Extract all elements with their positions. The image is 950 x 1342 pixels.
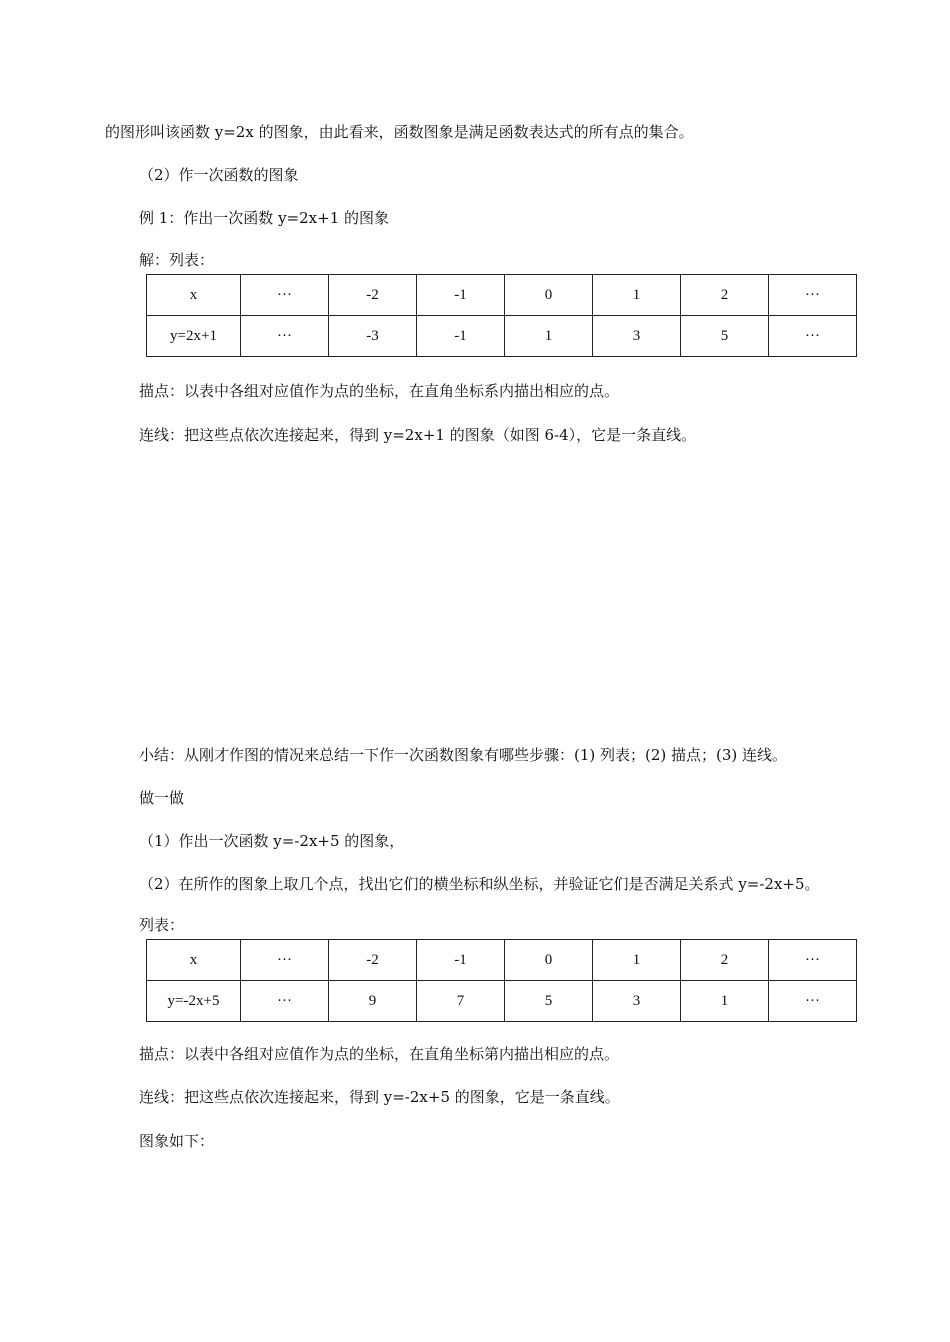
table-cell: -1 xyxy=(417,940,505,981)
table-cell: x xyxy=(147,275,241,316)
table-cell: y=-2x+5 xyxy=(147,981,241,1022)
table-cell: ··· xyxy=(241,275,329,316)
table-row xyxy=(147,316,857,357)
table-cell: 2 xyxy=(681,275,769,316)
table-cell: 1 xyxy=(681,981,769,1022)
summary-paragraph: 小结：从刚才作图的情况来总结一下作一次函数图象有哪些步骤：(1) 列表；(2) 描点；(3) 连线。 xyxy=(139,746,788,764)
table-cell: -2 xyxy=(329,940,417,981)
table-cell: 1 xyxy=(593,940,681,981)
table-row xyxy=(147,275,857,316)
table-cell: x xyxy=(147,940,241,981)
table-cell: ··· xyxy=(241,316,329,357)
table-cell: ··· xyxy=(769,981,857,1022)
table-cell: 1 xyxy=(505,316,593,357)
table-cell: -2 xyxy=(329,275,417,316)
table-cell: 0 xyxy=(505,940,593,981)
table-cell: ··· xyxy=(769,316,857,357)
section-heading-linear-graph: （2）作一次函数的图象 xyxy=(139,166,299,184)
connect-line-step: 连线：把这些点依次连接起来，得到 y=2x+1 的图象（如图 6-4），它是一条直线。 xyxy=(139,426,697,444)
table-row xyxy=(147,940,857,981)
value-table-2 xyxy=(146,939,857,1022)
table-cell: y=2x+1 xyxy=(147,316,241,357)
exercise-plot-points-step: 描点：以表中各组对应值作为点的坐标，在直角坐标第内描出相应的点。 xyxy=(139,1045,620,1063)
table-cell: 1 xyxy=(593,275,681,316)
example-1-prompt: 例 1：作出一次函数 y=2x+1 的图象 xyxy=(139,209,390,227)
table-cell: ··· xyxy=(769,940,857,981)
graph-intro-label: 图象如下： xyxy=(139,1132,215,1150)
table-cell: 2 xyxy=(681,940,769,981)
table-cell: -1 xyxy=(417,275,505,316)
plot-points-step: 描点：以表中各组对应值作为点的坐标，在直角坐标系内描出相应的点。 xyxy=(139,382,620,400)
table-cell: ··· xyxy=(241,981,329,1022)
table-cell: ··· xyxy=(769,275,857,316)
solution-table-label: 解：列表： xyxy=(139,251,215,269)
table-cell: 0 xyxy=(505,275,593,316)
exercise-item-2: （2）在所作的图象上取几个点，找出它们的横坐标和纵坐标，并验证它们是否满足关系式 y=-2x+5。 xyxy=(139,875,820,893)
exercise-item-1: （1）作出一次函数 y=-2x+5 的图象， xyxy=(139,832,405,850)
table-cell: 3 xyxy=(593,316,681,357)
table-cell: 5 xyxy=(681,316,769,357)
paragraph-graph-definition: 的图形叫该函数 y=2x 的图象，由此看来，函数图象是满足函数表达式的所有点的集合。 xyxy=(105,123,694,141)
table-cell: -3 xyxy=(329,316,417,357)
exercise-connect-line-step: 连线：把这些点依次连接起来，得到 y=-2x+5 的图象，它是一条直线。 xyxy=(139,1088,620,1106)
table-cell: 7 xyxy=(417,981,505,1022)
value-table-1 xyxy=(146,274,857,357)
exercise-heading: 做一做 xyxy=(139,789,185,807)
table-cell: -1 xyxy=(417,316,505,357)
table-row xyxy=(147,981,857,1022)
table-cell: 3 xyxy=(593,981,681,1022)
exercise-table-label: 列表： xyxy=(139,916,185,934)
table-cell: 5 xyxy=(505,981,593,1022)
table-cell: 9 xyxy=(329,981,417,1022)
table-cell: ··· xyxy=(241,940,329,981)
